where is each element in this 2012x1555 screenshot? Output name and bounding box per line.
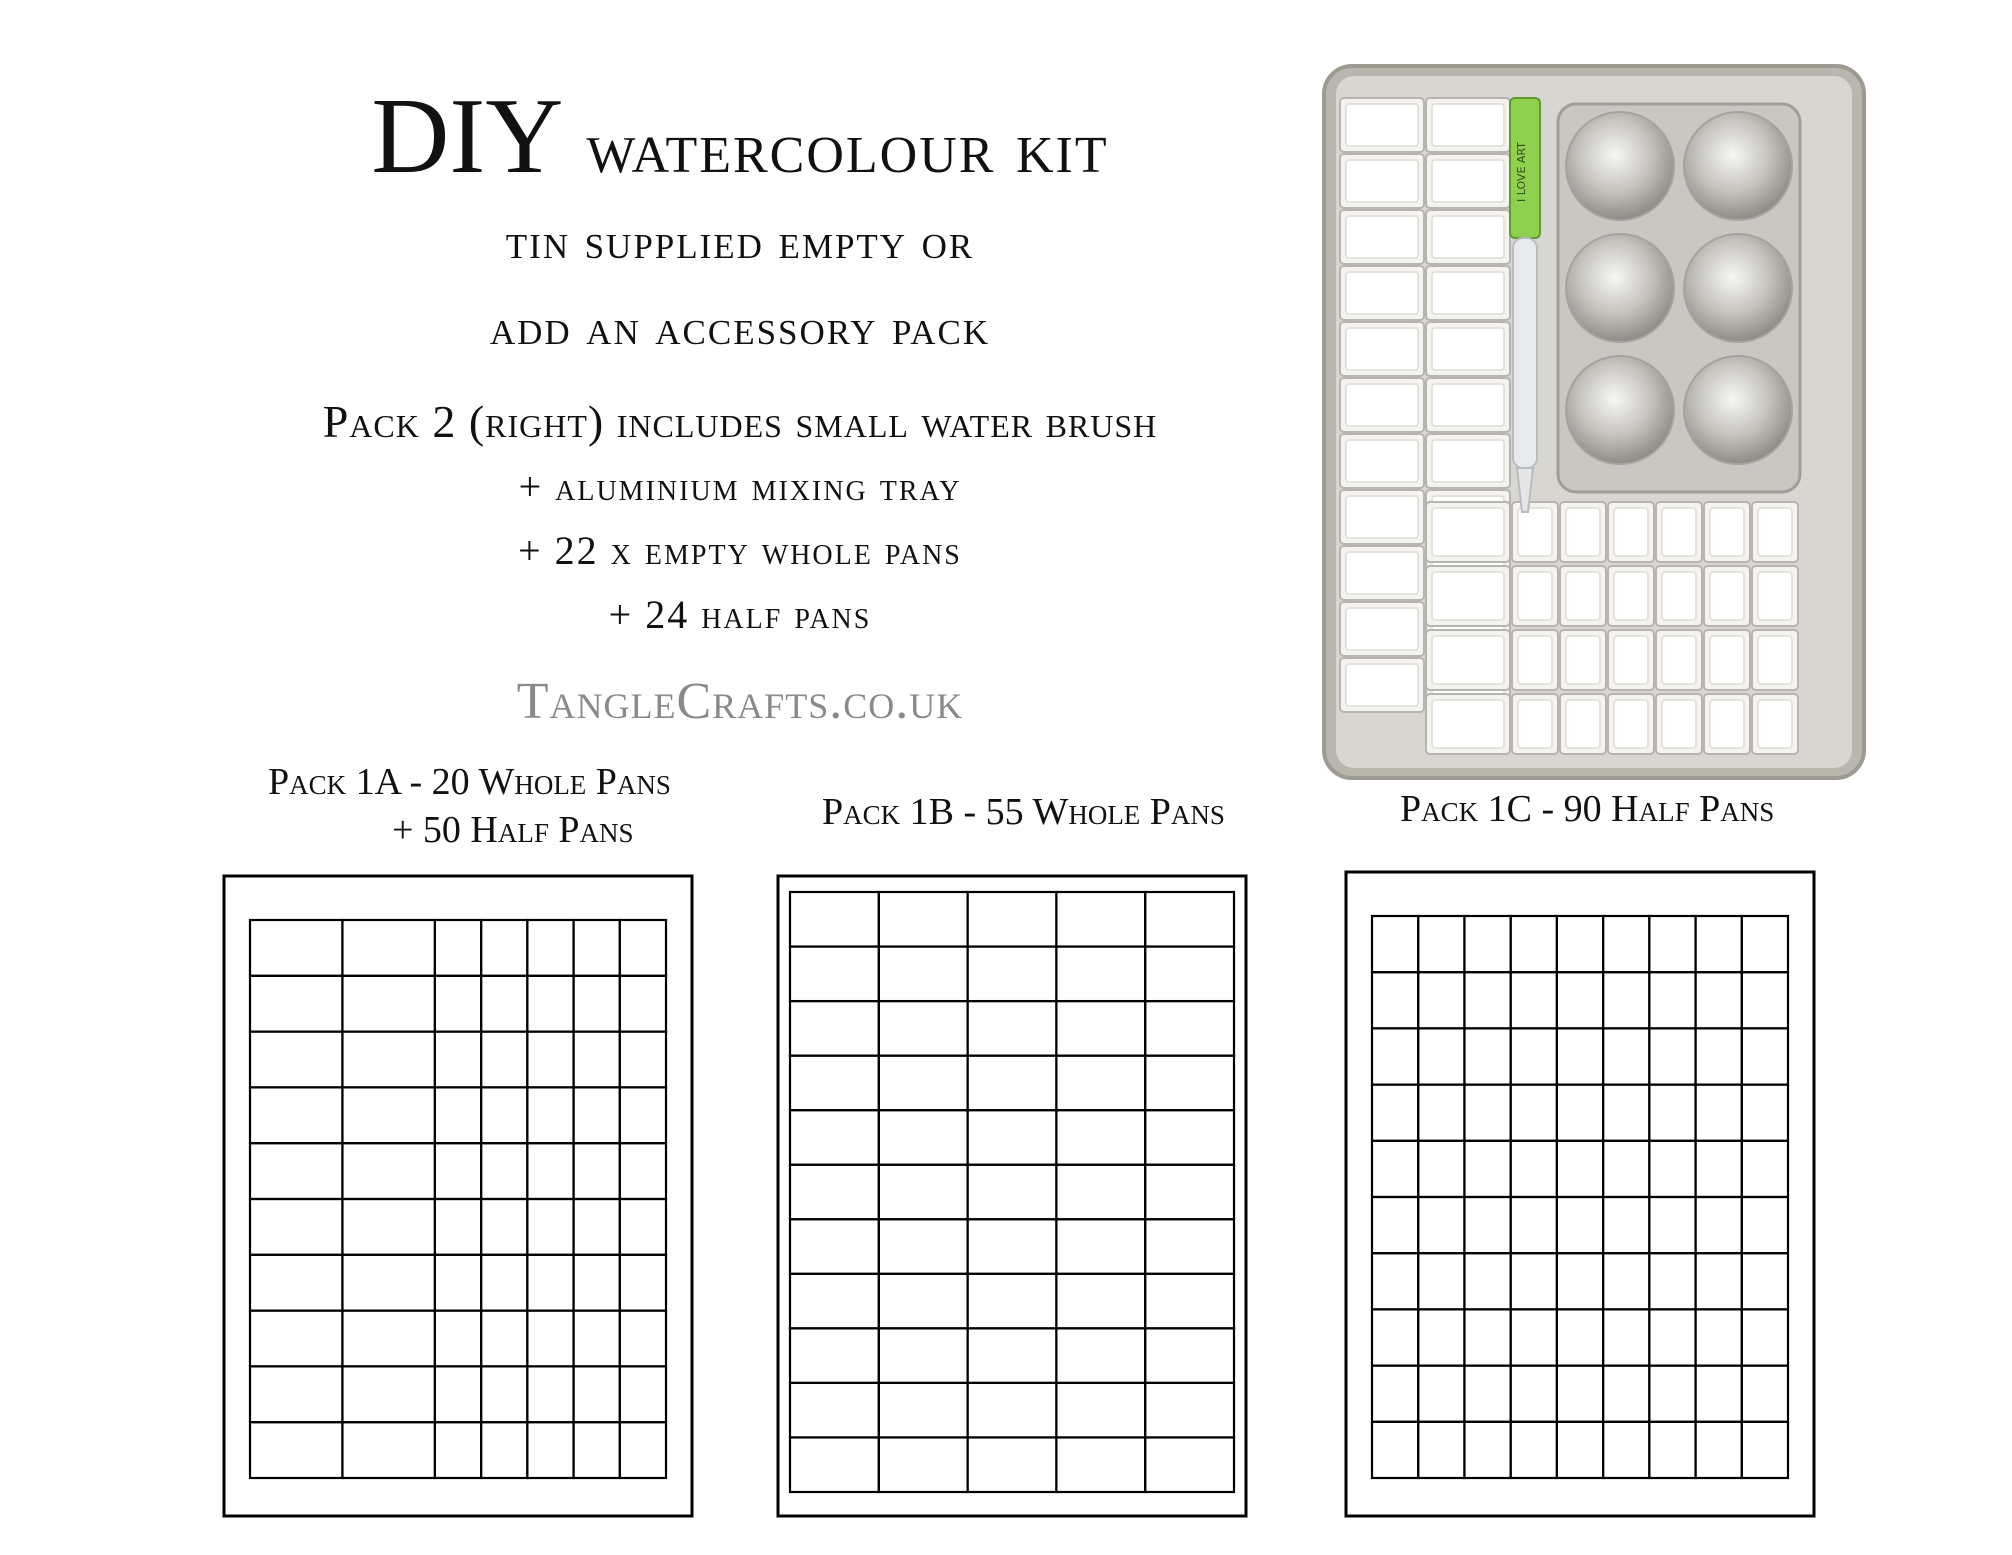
- pack-1a-label-line-2: + 50 Half Pans: [392, 809, 634, 851]
- pan: [1656, 502, 1702, 562]
- pan: [1560, 694, 1606, 754]
- mixing-well: [1566, 234, 1674, 342]
- pan: [1704, 630, 1750, 690]
- pan: [1560, 630, 1606, 690]
- subtitle-line-1: tin supplied empty or: [505, 213, 975, 269]
- pan: [1340, 658, 1424, 712]
- water-brush: [1510, 98, 1540, 512]
- pack2-description-line-2: + aluminium mixing tray: [518, 464, 962, 509]
- pan: [1426, 154, 1510, 208]
- pan: [1340, 154, 1424, 208]
- mixing-well: [1566, 356, 1674, 464]
- mixing-well: [1566, 112, 1674, 220]
- pan: [1608, 694, 1654, 754]
- title-rest: watercolour kit: [586, 107, 1109, 189]
- pan: [1426, 566, 1510, 626]
- pan: [1340, 98, 1424, 152]
- pan: [1656, 630, 1702, 690]
- pan: [1340, 378, 1424, 432]
- pan: [1426, 378, 1510, 432]
- title-main: DIY: [371, 77, 560, 196]
- mixing-well: [1684, 112, 1792, 220]
- pan: [1752, 694, 1798, 754]
- pan: [1340, 546, 1424, 600]
- pan: [1560, 502, 1606, 562]
- pack2-description-line-4: + 24 half pans: [608, 592, 872, 637]
- pack-1c-layout-diagram: [1344, 870, 1816, 1518]
- pan: [1512, 566, 1558, 626]
- tin-outline: [224, 876, 692, 1516]
- pan: [1340, 322, 1424, 376]
- pack-1a-label-line-1: Pack 1A - 20 Whole Pans: [268, 761, 671, 803]
- pan: [1426, 322, 1510, 376]
- pan: [1340, 602, 1424, 656]
- tin-outline: [778, 876, 1246, 1516]
- pan: [1752, 502, 1798, 562]
- pan: [1608, 566, 1654, 626]
- pan: [1704, 694, 1750, 754]
- pack-1a-layout-diagram: [222, 874, 694, 1518]
- pan: [1426, 630, 1510, 690]
- pan: [1340, 490, 1424, 544]
- pan: [1608, 502, 1654, 562]
- brand-website: TangleCrafts.co.uk: [516, 673, 964, 730]
- pan: [1512, 502, 1558, 562]
- pack-1b-layout-diagram: [776, 874, 1248, 1518]
- pan: [1426, 502, 1510, 562]
- kit-title: [170, 78, 1310, 197]
- pan: [1608, 630, 1654, 690]
- pack2-description-line-3: + 22 x empty whole pans: [518, 528, 962, 573]
- pack2-tin-photo: [1310, 62, 1890, 782]
- pan: [1426, 210, 1510, 264]
- pan: [1752, 630, 1798, 690]
- pan: [1512, 694, 1558, 754]
- mixing-well: [1684, 234, 1792, 342]
- pan: [1656, 566, 1702, 626]
- pack-1b-label: Pack 1B - 55 Whole Pans: [822, 791, 1225, 833]
- pan: [1560, 566, 1606, 626]
- pack2-description-line-1: Pack 2 (right) includes small water brush: [322, 396, 1158, 447]
- pan: [1426, 694, 1510, 754]
- pan: [1426, 98, 1510, 152]
- subtitle-line-2: add an accessory pack: [489, 299, 991, 355]
- pan: [1704, 566, 1750, 626]
- pan: [1340, 266, 1424, 320]
- pan: [1340, 210, 1424, 264]
- pan: [1656, 694, 1702, 754]
- pan: [1426, 266, 1510, 320]
- brush-label: I LOVE ART: [1515, 141, 1528, 203]
- tin-outline: [1346, 872, 1814, 1516]
- pan: [1426, 434, 1510, 488]
- pan: [1704, 502, 1750, 562]
- mixing-well: [1684, 356, 1792, 464]
- pan: [1340, 434, 1424, 488]
- pan: [1752, 566, 1798, 626]
- pack-1c-label: Pack 1C - 90 Half Pans: [1400, 788, 1775, 830]
- pan: [1512, 630, 1558, 690]
